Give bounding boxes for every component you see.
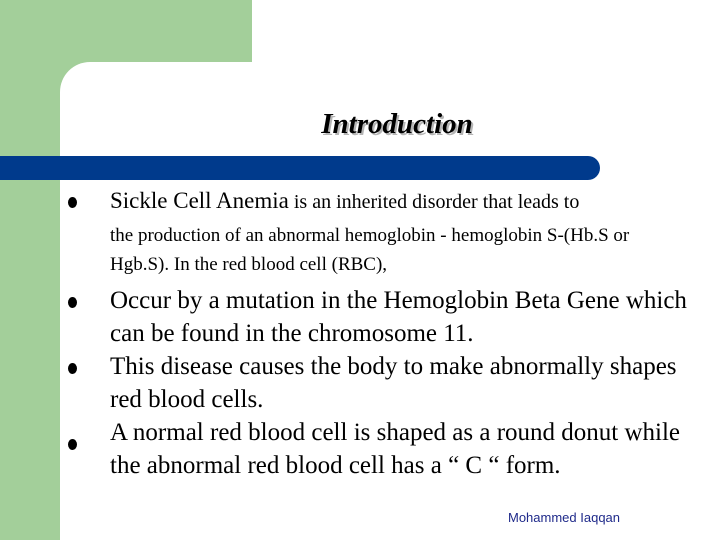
footer-author: Mohammed Iaqqan	[508, 510, 621, 525]
bullet-lead-text: Sickle Cell Anemia	[110, 188, 289, 213]
bullet-dot-icon	[68, 197, 77, 208]
bullet-item: Occur by a mutation in the Hemoglobin Beta Gene which can be found in the chromosome 11.	[110, 287, 687, 347]
bullet-list	[110, 284, 690, 482]
bullet-item: A normal red blood cell is shaped as a round donut while the abnormal red blood cell has a “ C “ form.	[110, 419, 681, 479]
slide-title: Introduction	[321, 108, 473, 140]
bullet-item	[110, 186, 690, 279]
bullet-text: is an inherited disorder that leads to	[288, 191, 580, 213]
title-underline-bar	[0, 156, 600, 180]
bullet-dot-icon	[68, 363, 77, 374]
bullet-continuation-text: the production of an abnormal hemoglobin - hemoglobin S-(Hb.S or Hgb.S). In the red blood cell (RBC),	[110, 225, 630, 275]
bullet-item: This disease causes the body to make abnormally shapes red blood cells.	[110, 353, 677, 413]
bullet-dot-icon	[68, 297, 77, 308]
bullet-first-line	[110, 186, 690, 217]
bullet-dot-icon	[68, 439, 77, 450]
